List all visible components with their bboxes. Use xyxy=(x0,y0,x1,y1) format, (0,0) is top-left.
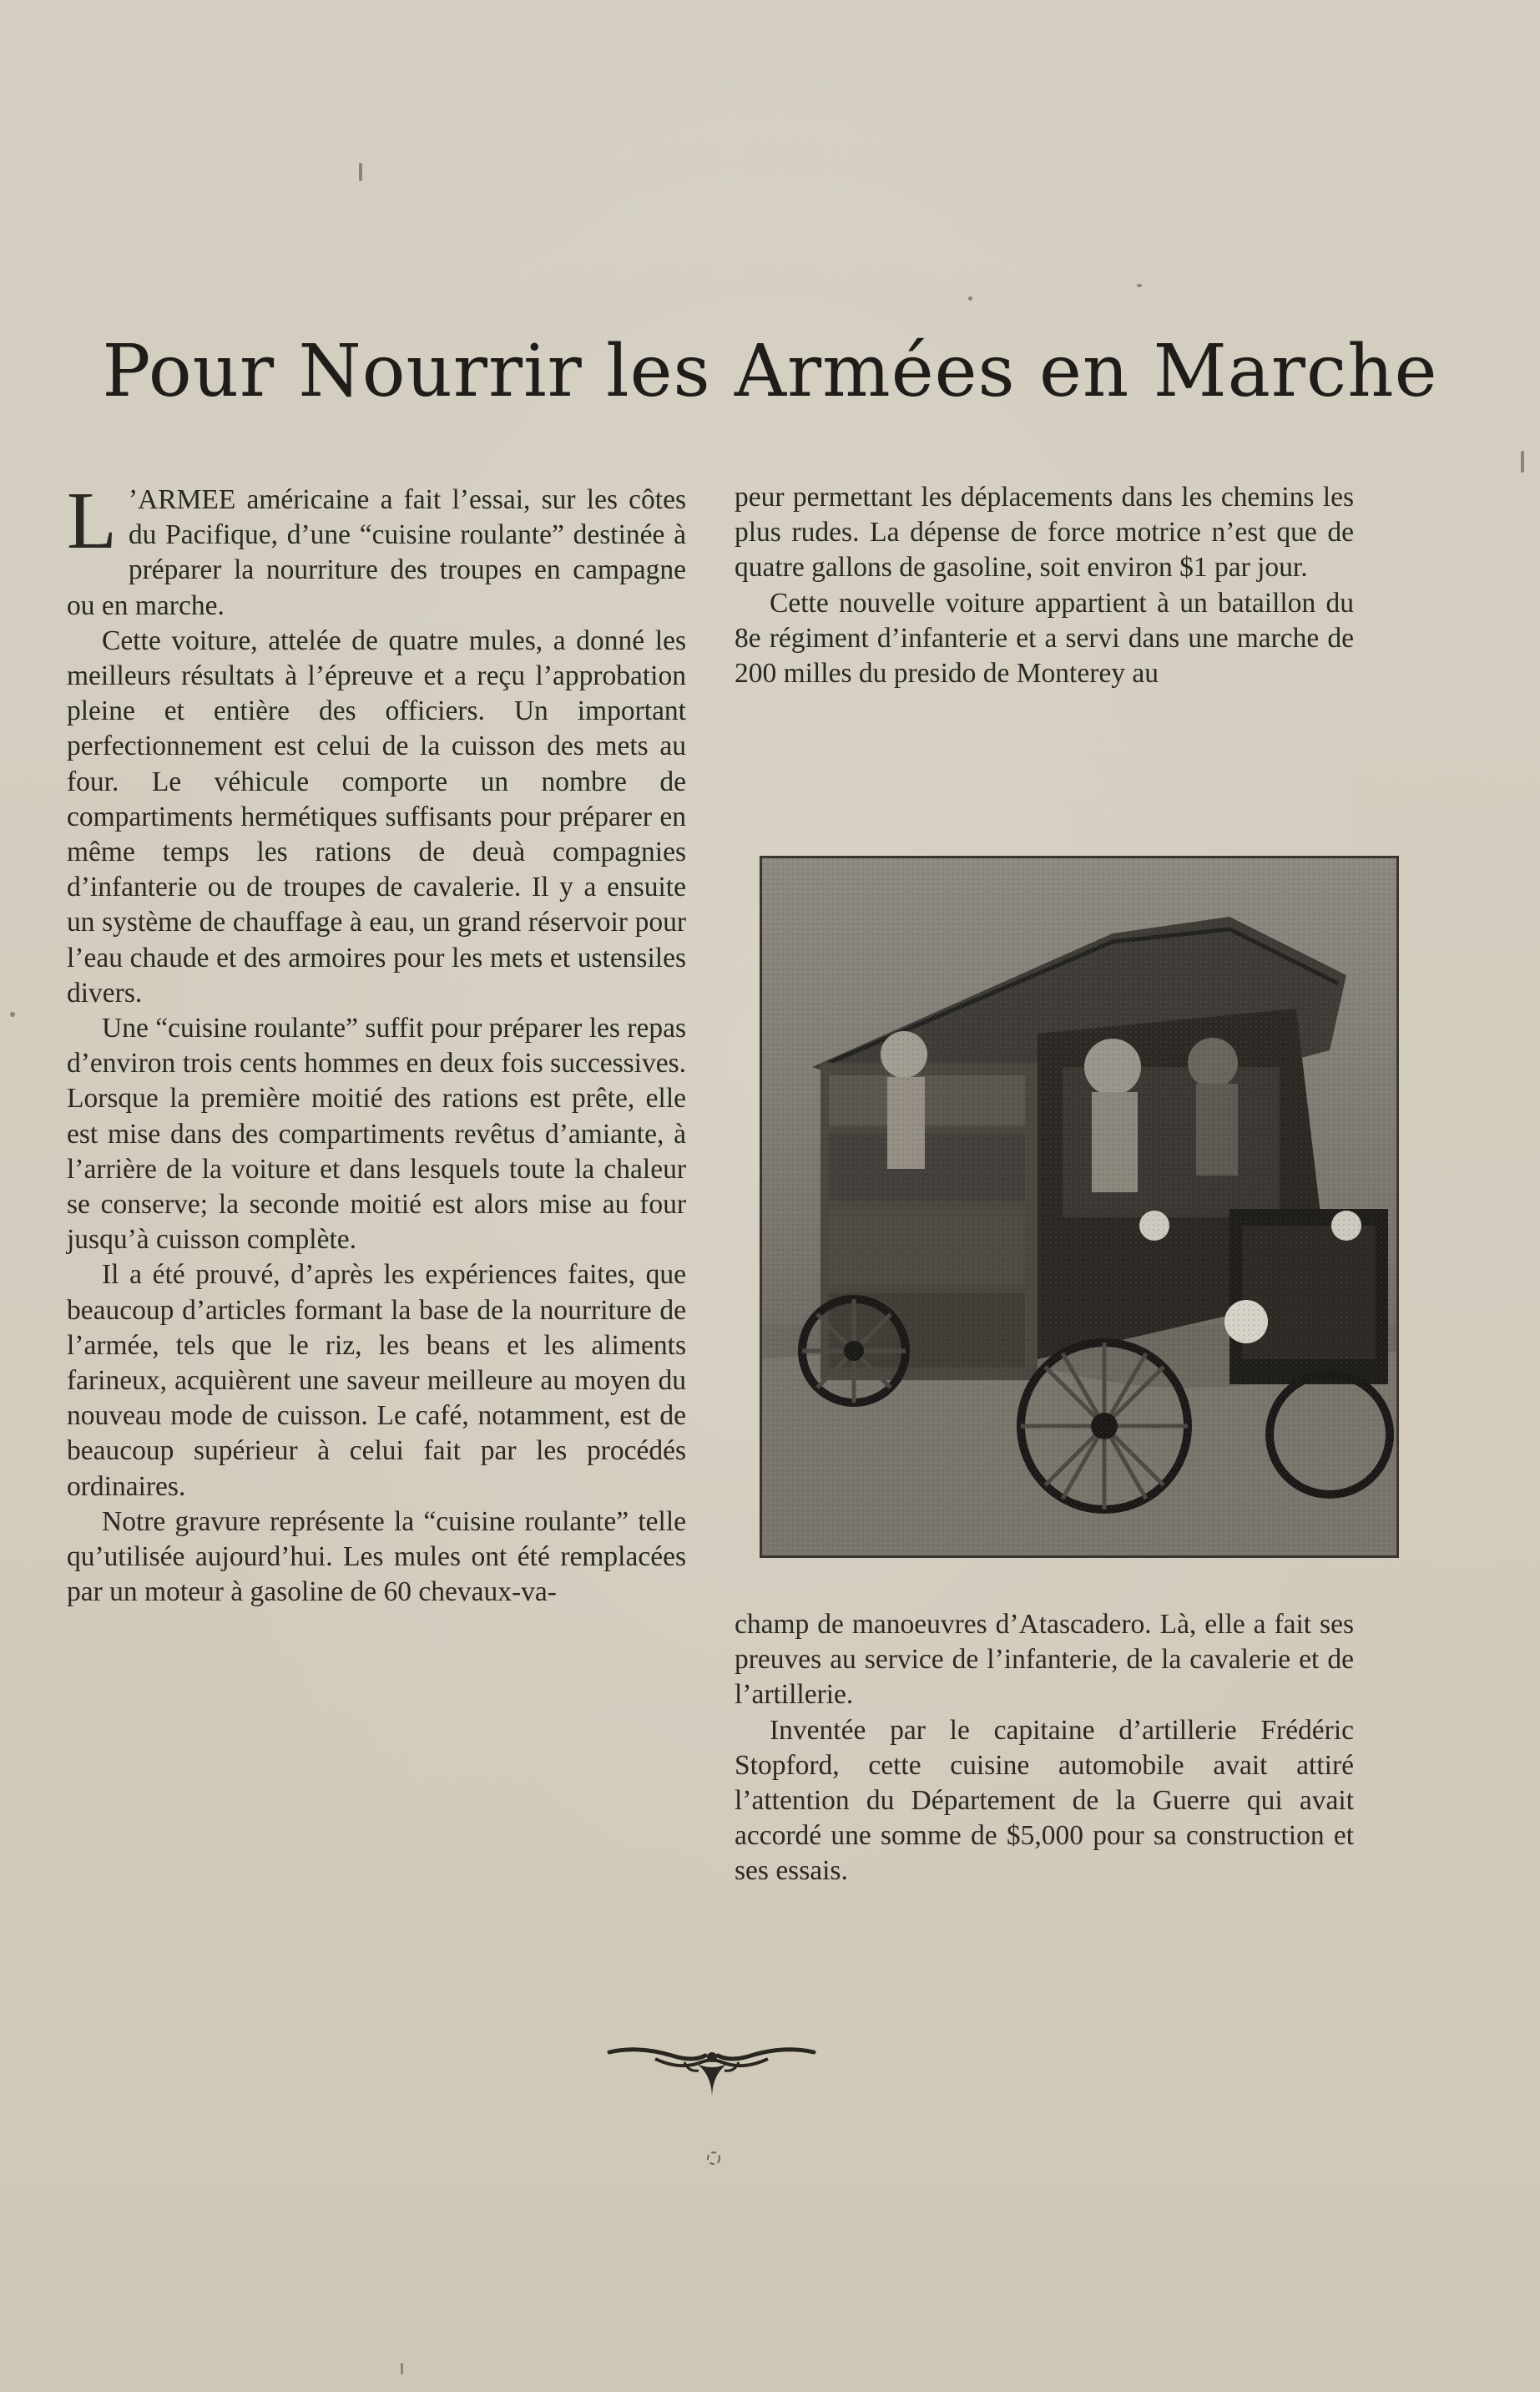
paper-speck xyxy=(10,1012,15,1017)
intro-text: ’ARMEE américaine a fait l’essai, sur les côtes du Pacifique, d’une “cuisine roulante” destinée à préparer la nourriture des troupes en campagne ou en marche. xyxy=(67,484,686,621)
paragraph: champ de manoeuvres d’Atascadero. Là, elle a fait ses preuves au service de l’infanterie, de la cavalerie et de l’artillerie. xyxy=(735,1609,1354,1711)
paragraph: Inventée par le capitaine d’artillerie Frédéric Stopford, cette cuisine automobile avait attiré l’attention du Département de la Guerre qui avait accordé une somme de $5,000 pour sa construction et ses essais. xyxy=(735,1714,1354,1887)
paper-speck xyxy=(401,2363,403,2374)
article-title: Pour Nourrir les Armées en Marche xyxy=(102,330,1438,413)
paragraph: Notre gravure représente la “cuisine roulante” telle qu’utilisée aujourd’hui. Les mules ont été remplacées par un moteur à gasoline de 60 chevaux-va- xyxy=(67,1505,686,1608)
paragraph: Une “cuisine roulante” suffit pour préparer les repas d’environ trois cents hommes en deux fois successives. Lorsque la première moitié des rations est prête, elle est mise dans des compartiments revêtus d’amiante, à l’arrière de la voiture et dans lesquels toute la chaleur se conserve; la seconde moitié est alors mise au four jusqu’à cuisson complète. xyxy=(67,1013,686,1256)
field-kitchen-truck-photo xyxy=(760,856,1399,1558)
right-column-top xyxy=(735,480,1354,691)
paragraph: Cette nouvelle voiture appartient à un bataillon du 8e régiment d’infanterie et a servi dans une marche de 200 milles du presido de Monterey au xyxy=(735,587,1354,690)
drop-cap: L xyxy=(67,476,117,566)
paragraph: Il a été prouvé, d’après les expériences faites, que beaucoup d’articles formant la base de la nourriture de l’armée, tels que le riz, les beans et les aliments farineux, acquièrent une saveur meilleure au moyen du nouveau mode de cuisson. Le café, notamment, est de beaucoup supérieur à celui fait par les procédés ordinaires. xyxy=(67,1259,686,1502)
scroll-ornament-icon xyxy=(605,2037,818,2104)
paper-speck xyxy=(359,163,362,181)
paper-speck xyxy=(1137,284,1142,287)
page-mark-icon xyxy=(701,2146,726,2171)
paper-speck xyxy=(968,296,972,301)
paper-speck xyxy=(1521,451,1524,473)
paragraph-intro xyxy=(67,476,686,624)
truck-photo-illustration xyxy=(762,858,1396,1555)
paragraph: Cette voiture, attelée de quatre mules, a donné les meilleurs résultats à l’épreuve et a reçu l’approbation pleine et entière des officiers. Un important perfectionnement est celui de la cuisson des mets au four. Le véhicule comporte un nombre de compartiments hermétiques suffisants pour préparer en même temps les rations de deuà compagnies d’infanterie ou de troupes de cavalerie. Il y a ensuite un système de chauffage à eau, un grand réservoir pour l’eau chaude et des armoires pour les mets et ustensiles divers. xyxy=(67,625,686,1009)
left-column xyxy=(67,476,686,1611)
paragraph: peur permettant les déplacements dans les chemins les plus rudes. La dépense de force motrice n’est que de quatre gallons de gasoline, soit environ $1 par jour. xyxy=(735,482,1354,584)
right-column-bottom xyxy=(735,1607,1354,1889)
